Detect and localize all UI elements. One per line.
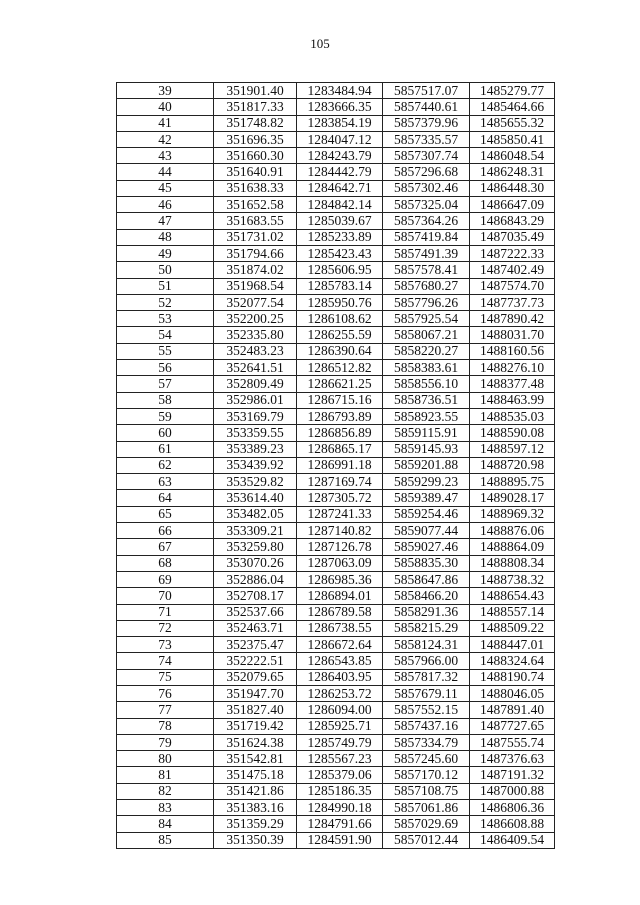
- coord-x1-cell: 351817.33: [214, 99, 297, 115]
- point-number-cell: 51: [117, 278, 214, 294]
- coord-y1-cell: 1286856.89: [297, 425, 383, 441]
- coord-y1-cell: 1285749.79: [297, 734, 383, 750]
- coord-y1-cell: 1286621.25: [297, 376, 383, 392]
- coord-x1-cell: 352375.47: [214, 637, 297, 653]
- coord-x1-cell: 351542.81: [214, 751, 297, 767]
- point-number-cell: 52: [117, 294, 214, 310]
- coord-y2-cell: 1485464.66: [470, 99, 555, 115]
- coord-y1-cell: 1285233.89: [297, 229, 383, 245]
- point-number-cell: 44: [117, 164, 214, 180]
- coord-x2-cell: 5857029.69: [383, 816, 470, 832]
- coord-x2-cell: 5859201.88: [383, 457, 470, 473]
- coord-x2-cell: 5857491.39: [383, 245, 470, 261]
- coord-y2-cell: 1488876.06: [470, 523, 555, 539]
- coord-y1-cell: 1286390.64: [297, 343, 383, 359]
- coord-x2-cell: 5858923.55: [383, 408, 470, 424]
- table-row: [117, 669, 555, 685]
- table-row: [117, 539, 555, 555]
- table-row: [117, 392, 555, 408]
- coord-y1-cell: 1284990.18: [297, 800, 383, 816]
- coord-x2-cell: 5857245.60: [383, 751, 470, 767]
- table-row: [117, 294, 555, 310]
- coord-y2-cell: 1486647.09: [470, 197, 555, 213]
- table-row: [117, 327, 555, 343]
- table-row: [117, 343, 555, 359]
- coord-x1-cell: 353389.23: [214, 441, 297, 457]
- table-row: [117, 718, 555, 734]
- coord-y2-cell: 1485655.32: [470, 115, 555, 131]
- coord-y2-cell: 1487000.88: [470, 783, 555, 799]
- table-row: [117, 767, 555, 783]
- coord-y2-cell: 1487574.70: [470, 278, 555, 294]
- coord-y1-cell: 1286894.01: [297, 588, 383, 604]
- coord-y2-cell: 1488557.14: [470, 604, 555, 620]
- point-number-cell: 73: [117, 637, 214, 653]
- coord-x1-cell: 351683.55: [214, 213, 297, 229]
- table-row: [117, 474, 555, 490]
- coord-y1-cell: 1286672.64: [297, 637, 383, 653]
- coord-x2-cell: 5858647.86: [383, 571, 470, 587]
- coord-y1-cell: 1284842.14: [297, 197, 383, 213]
- point-number-cell: 83: [117, 800, 214, 816]
- coord-x2-cell: 5859027.46: [383, 539, 470, 555]
- table-row: [117, 229, 555, 245]
- coord-x1-cell: 352222.51: [214, 653, 297, 669]
- point-number-cell: 58: [117, 392, 214, 408]
- coord-y2-cell: 1488808.34: [470, 555, 555, 571]
- table-row: [117, 197, 555, 213]
- point-number-cell: 72: [117, 620, 214, 636]
- coord-x2-cell: 5857552.15: [383, 702, 470, 718]
- coord-y1-cell: 1286255.59: [297, 327, 383, 343]
- coord-x1-cell: 353259.80: [214, 539, 297, 555]
- coord-x1-cell: 351359.29: [214, 816, 297, 832]
- table-row: [117, 751, 555, 767]
- coord-x2-cell: 5858835.30: [383, 555, 470, 571]
- table-row: [117, 588, 555, 604]
- point-number-cell: 64: [117, 490, 214, 506]
- coord-y2-cell: 1488160.56: [470, 343, 555, 359]
- coord-x1-cell: 351652.58: [214, 197, 297, 213]
- coord-x1-cell: 351827.40: [214, 702, 297, 718]
- coord-x2-cell: 5857307.74: [383, 148, 470, 164]
- coord-y1-cell: 1286094.00: [297, 702, 383, 718]
- table-row: [117, 131, 555, 147]
- point-number-cell: 42: [117, 131, 214, 147]
- point-number-cell: 41: [117, 115, 214, 131]
- point-number-cell: 74: [117, 653, 214, 669]
- coord-y2-cell: 1485279.77: [470, 83, 555, 99]
- point-number-cell: 49: [117, 245, 214, 261]
- coord-x1-cell: 352809.49: [214, 376, 297, 392]
- coord-x2-cell: 5857817.32: [383, 669, 470, 685]
- coord-y2-cell: 1487727.65: [470, 718, 555, 734]
- coord-y1-cell: 1284791.66: [297, 816, 383, 832]
- coord-y2-cell: 1485850.41: [470, 131, 555, 147]
- coord-y2-cell: 1487191.32: [470, 767, 555, 783]
- coord-y2-cell: 1488738.32: [470, 571, 555, 587]
- point-number-cell: 78: [117, 718, 214, 734]
- coord-y2-cell: 1488590.08: [470, 425, 555, 441]
- point-number-cell: 50: [117, 262, 214, 278]
- coord-x1-cell: 351874.02: [214, 262, 297, 278]
- point-number-cell: 59: [117, 408, 214, 424]
- coord-y1-cell: 1286865.17: [297, 441, 383, 457]
- coord-x2-cell: 5858466.20: [383, 588, 470, 604]
- coord-x2-cell: 5859389.47: [383, 490, 470, 506]
- table-row: [117, 832, 555, 848]
- coord-x2-cell: 5859115.91: [383, 425, 470, 441]
- coord-x2-cell: 5857679.11: [383, 685, 470, 701]
- table-row: [117, 278, 555, 294]
- coord-x1-cell: 351350.39: [214, 832, 297, 848]
- coord-y1-cell: 1285039.67: [297, 213, 383, 229]
- coord-x1-cell: 351421.86: [214, 783, 297, 799]
- coord-y1-cell: 1285606.95: [297, 262, 383, 278]
- coord-x1-cell: 351640.91: [214, 164, 297, 180]
- coord-x2-cell: 5858736.51: [383, 392, 470, 408]
- table-row: [117, 408, 555, 424]
- coord-x1-cell: 352886.04: [214, 571, 297, 587]
- point-number-cell: 79: [117, 734, 214, 750]
- coord-x1-cell: 352537.66: [214, 604, 297, 620]
- coord-x2-cell: 5857170.12: [383, 767, 470, 783]
- point-number-cell: 48: [117, 229, 214, 245]
- table-row: [117, 490, 555, 506]
- table-row: [117, 360, 555, 376]
- coord-x1-cell: 352641.51: [214, 360, 297, 376]
- coord-y2-cell: 1488895.75: [470, 474, 555, 490]
- coord-y1-cell: 1283484.94: [297, 83, 383, 99]
- coord-x1-cell: 351794.66: [214, 245, 297, 261]
- coord-x2-cell: 5857437.16: [383, 718, 470, 734]
- coord-x2-cell: 5858383.61: [383, 360, 470, 376]
- coord-y2-cell: 1488046.05: [470, 685, 555, 701]
- coord-y2-cell: 1488597.12: [470, 441, 555, 457]
- coord-y2-cell: 1487402.49: [470, 262, 555, 278]
- coord-y2-cell: 1488463.99: [470, 392, 555, 408]
- coord-y1-cell: 1287126.78: [297, 539, 383, 555]
- coord-y1-cell: 1286512.82: [297, 360, 383, 376]
- point-number-cell: 47: [117, 213, 214, 229]
- coord-y2-cell: 1488654.43: [470, 588, 555, 604]
- table-row: [117, 506, 555, 522]
- table-row: [117, 637, 555, 653]
- point-number-cell: 57: [117, 376, 214, 392]
- coord-y1-cell: 1287169.74: [297, 474, 383, 490]
- coord-y2-cell: 1486248.31: [470, 164, 555, 180]
- point-number-cell: 85: [117, 832, 214, 848]
- coord-y1-cell: 1286253.72: [297, 685, 383, 701]
- coord-y2-cell: 1488377.48: [470, 376, 555, 392]
- point-number-cell: 53: [117, 311, 214, 327]
- table-row: [117, 213, 555, 229]
- coord-y1-cell: 1284243.79: [297, 148, 383, 164]
- coord-x2-cell: 5859299.23: [383, 474, 470, 490]
- coord-x1-cell: 351696.35: [214, 131, 297, 147]
- page-number: 105: [310, 36, 330, 51]
- table-row: [117, 685, 555, 701]
- table-row: [117, 83, 555, 99]
- point-number-cell: 77: [117, 702, 214, 718]
- coord-y2-cell: 1486843.29: [470, 213, 555, 229]
- coord-y2-cell: 1487737.73: [470, 294, 555, 310]
- coord-x1-cell: 351475.18: [214, 767, 297, 783]
- point-number-cell: 81: [117, 767, 214, 783]
- coord-y2-cell: 1487555.74: [470, 734, 555, 750]
- table-row: [117, 734, 555, 750]
- coord-x2-cell: 5859077.44: [383, 523, 470, 539]
- coord-y2-cell: 1486409.54: [470, 832, 555, 848]
- coord-y2-cell: 1487035.49: [470, 229, 555, 245]
- point-number-cell: 71: [117, 604, 214, 620]
- point-number-cell: 70: [117, 588, 214, 604]
- coord-x1-cell: 351660.30: [214, 148, 297, 164]
- coord-y1-cell: 1285925.71: [297, 718, 383, 734]
- coord-x2-cell: 5859145.93: [383, 441, 470, 457]
- coord-x2-cell: 5858556.10: [383, 376, 470, 392]
- table-row: [117, 604, 555, 620]
- coord-x1-cell: 351947.70: [214, 685, 297, 701]
- coord-y2-cell: 1489028.17: [470, 490, 555, 506]
- coord-y1-cell: 1286793.89: [297, 408, 383, 424]
- coord-x2-cell: 5858124.31: [383, 637, 470, 653]
- coord-y1-cell: 1286108.62: [297, 311, 383, 327]
- coord-x1-cell: 353482.05: [214, 506, 297, 522]
- point-number-cell: 39: [117, 83, 214, 99]
- point-number-cell: 68: [117, 555, 214, 571]
- coordinates-table: [116, 82, 555, 849]
- table-row: [117, 425, 555, 441]
- coord-x2-cell: 5857419.84: [383, 229, 470, 245]
- coord-x2-cell: 5857680.27: [383, 278, 470, 294]
- coord-x2-cell: 5857966.00: [383, 653, 470, 669]
- coord-x2-cell: 5857379.96: [383, 115, 470, 131]
- table-row: [117, 311, 555, 327]
- table-row: [117, 164, 555, 180]
- table-row: [117, 457, 555, 473]
- coord-x1-cell: 353439.92: [214, 457, 297, 473]
- coord-y2-cell: 1487222.33: [470, 245, 555, 261]
- coord-x1-cell: 353359.55: [214, 425, 297, 441]
- coord-y1-cell: 1284442.79: [297, 164, 383, 180]
- coord-x2-cell: 5857796.26: [383, 294, 470, 310]
- coord-x1-cell: 353169.79: [214, 408, 297, 424]
- point-number-cell: 56: [117, 360, 214, 376]
- coord-y2-cell: 1488447.01: [470, 637, 555, 653]
- point-number-cell: 43: [117, 148, 214, 164]
- coord-y1-cell: 1287305.72: [297, 490, 383, 506]
- coord-x2-cell: 5858291.36: [383, 604, 470, 620]
- coord-y2-cell: 1488969.32: [470, 506, 555, 522]
- coord-y2-cell: 1488190.74: [470, 669, 555, 685]
- coord-x2-cell: 5857325.04: [383, 197, 470, 213]
- coord-x2-cell: 5857578.41: [383, 262, 470, 278]
- coord-x1-cell: 351719.42: [214, 718, 297, 734]
- point-number-cell: 46: [117, 197, 214, 213]
- coord-y2-cell: 1488720.98: [470, 457, 555, 473]
- coord-y2-cell: 1486048.54: [470, 148, 555, 164]
- coord-x2-cell: 5857302.46: [383, 180, 470, 196]
- point-number-cell: 76: [117, 685, 214, 701]
- coord-x1-cell: 352079.65: [214, 669, 297, 685]
- table-row: [117, 115, 555, 131]
- point-number-cell: 55: [117, 343, 214, 359]
- table-row: [117, 571, 555, 587]
- coord-x1-cell: 351731.02: [214, 229, 297, 245]
- coord-x2-cell: 5857012.44: [383, 832, 470, 848]
- table-row: [117, 702, 555, 718]
- coord-x2-cell: 5857296.68: [383, 164, 470, 180]
- point-number-cell: 66: [117, 523, 214, 539]
- coord-y1-cell: 1287140.82: [297, 523, 383, 539]
- coord-x2-cell: 5858067.21: [383, 327, 470, 343]
- coord-x2-cell: 5857108.75: [383, 783, 470, 799]
- coord-y1-cell: 1283666.35: [297, 99, 383, 115]
- coord-y1-cell: 1286985.36: [297, 571, 383, 587]
- coord-x1-cell: 352483.23: [214, 343, 297, 359]
- coord-x1-cell: 353309.21: [214, 523, 297, 539]
- table-row: [117, 783, 555, 799]
- table-row: [117, 800, 555, 816]
- coord-x1-cell: 352200.25: [214, 311, 297, 327]
- point-number-cell: 63: [117, 474, 214, 490]
- table-row: [117, 262, 555, 278]
- coord-y2-cell: 1486608.88: [470, 816, 555, 832]
- coord-y1-cell: 1286789.58: [297, 604, 383, 620]
- coord-x2-cell: 5858220.27: [383, 343, 470, 359]
- table-row: [117, 653, 555, 669]
- point-number-cell: 60: [117, 425, 214, 441]
- coord-x1-cell: 351968.54: [214, 278, 297, 294]
- coord-x1-cell: 352986.01: [214, 392, 297, 408]
- coord-x2-cell: 5859254.46: [383, 506, 470, 522]
- coord-x2-cell: 5857335.57: [383, 131, 470, 147]
- coord-y1-cell: 1285783.14: [297, 278, 383, 294]
- table-row: [117, 376, 555, 392]
- table-row: [117, 523, 555, 539]
- coord-y2-cell: 1488535.03: [470, 408, 555, 424]
- coord-x1-cell: 352708.17: [214, 588, 297, 604]
- coord-y1-cell: 1286715.16: [297, 392, 383, 408]
- coord-y1-cell: 1284642.71: [297, 180, 383, 196]
- coord-y2-cell: 1488031.70: [470, 327, 555, 343]
- coord-y1-cell: 1285950.76: [297, 294, 383, 310]
- coord-x2-cell: 5857925.54: [383, 311, 470, 327]
- coord-y1-cell: 1284047.12: [297, 131, 383, 147]
- table-row: [117, 245, 555, 261]
- coordinates-table-body: [117, 83, 555, 849]
- coord-x1-cell: 352335.80: [214, 327, 297, 343]
- coord-y2-cell: 1487891.40: [470, 702, 555, 718]
- point-number-cell: 69: [117, 571, 214, 587]
- point-number-cell: 65: [117, 506, 214, 522]
- coord-x1-cell: 351638.33: [214, 180, 297, 196]
- coord-x1-cell: 351624.38: [214, 734, 297, 750]
- table-row: [117, 441, 555, 457]
- coord-y1-cell: 1287241.33: [297, 506, 383, 522]
- coord-x1-cell: 353614.40: [214, 490, 297, 506]
- coord-x1-cell: 351383.16: [214, 800, 297, 816]
- coord-y1-cell: 1286738.55: [297, 620, 383, 636]
- coord-y2-cell: 1486806.36: [470, 800, 555, 816]
- coord-y2-cell: 1487376.63: [470, 751, 555, 767]
- coord-y1-cell: 1285186.35: [297, 783, 383, 799]
- coord-y1-cell: 1285379.06: [297, 767, 383, 783]
- coord-x1-cell: 351901.40: [214, 83, 297, 99]
- coord-y1-cell: 1285423.43: [297, 245, 383, 261]
- coord-x2-cell: 5857334.79: [383, 734, 470, 750]
- point-number-cell: 45: [117, 180, 214, 196]
- table-row: [117, 148, 555, 164]
- coord-y1-cell: 1286543.85: [297, 653, 383, 669]
- table-row: [117, 620, 555, 636]
- point-number-cell: 54: [117, 327, 214, 343]
- coord-y2-cell: 1487890.42: [470, 311, 555, 327]
- coord-y2-cell: 1488324.64: [470, 653, 555, 669]
- coord-x2-cell: 5857061.86: [383, 800, 470, 816]
- point-number-cell: 80: [117, 751, 214, 767]
- coord-x1-cell: 353529.82: [214, 474, 297, 490]
- coord-y2-cell: 1488509.22: [470, 620, 555, 636]
- point-number-cell: 84: [117, 816, 214, 832]
- coord-y1-cell: 1283854.19: [297, 115, 383, 131]
- coord-y1-cell: 1287063.09: [297, 555, 383, 571]
- coord-y2-cell: 1486448.30: [470, 180, 555, 196]
- coord-x1-cell: 352077.54: [214, 294, 297, 310]
- coord-x1-cell: 351748.82: [214, 115, 297, 131]
- table-row: [117, 99, 555, 115]
- table-row: [117, 555, 555, 571]
- coord-y1-cell: 1286991.18: [297, 457, 383, 473]
- point-number-cell: 82: [117, 783, 214, 799]
- coord-x2-cell: 5857364.26: [383, 213, 470, 229]
- coord-x2-cell: 5858215.29: [383, 620, 470, 636]
- point-number-cell: 67: [117, 539, 214, 555]
- table-row: [117, 180, 555, 196]
- point-number-cell: 62: [117, 457, 214, 473]
- coord-y1-cell: 1286403.95: [297, 669, 383, 685]
- coord-y1-cell: 1284591.90: [297, 832, 383, 848]
- coord-y2-cell: 1488864.09: [470, 539, 555, 555]
- coord-x2-cell: 5857517.07: [383, 83, 470, 99]
- point-number-cell: 40: [117, 99, 214, 115]
- table-row: [117, 816, 555, 832]
- coord-x1-cell: 353070.26: [214, 555, 297, 571]
- coord-x1-cell: 352463.71: [214, 620, 297, 636]
- coord-y2-cell: 1488276.10: [470, 360, 555, 376]
- point-number-cell: 61: [117, 441, 214, 457]
- point-number-cell: 75: [117, 669, 214, 685]
- coord-x2-cell: 5857440.61: [383, 99, 470, 115]
- coord-y1-cell: 1285567.23: [297, 751, 383, 767]
